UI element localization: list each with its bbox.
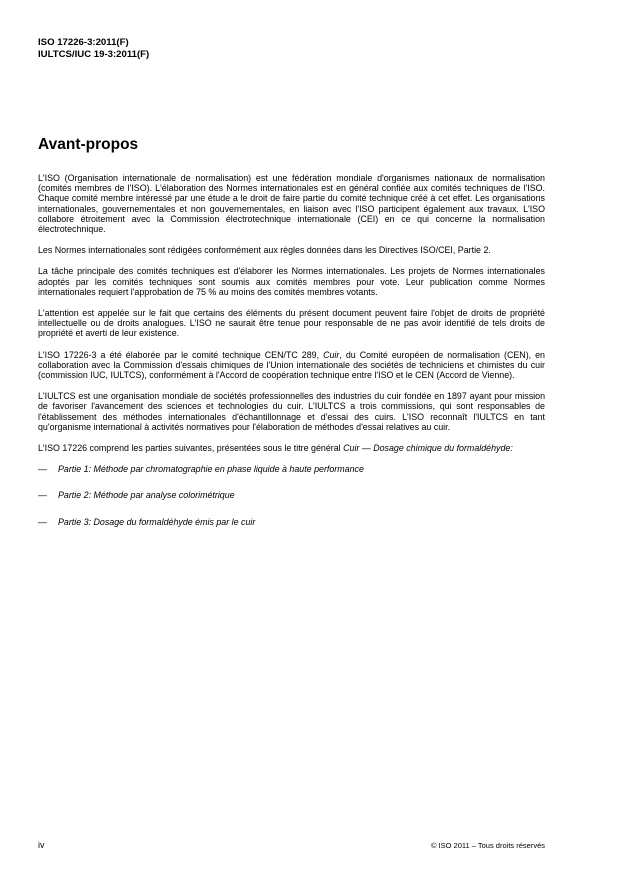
paragraph-preparation: L'ISO 17226-3 a été élaborée par le comité technique CEN/TC 289, Cuir, du Comité européen de normalisation (CEN), en collaboration avec la Commission d'essais chimiques de l'Union internationale des sociétés de techniciens et chimistes du cuir (commission IUC, IULTCS), conformément à l'Accord de coopération technique entre l'ISO et le CEN (Accord de Vienne). bbox=[38, 349, 545, 381]
parts-list bbox=[38, 464, 545, 527]
document-body bbox=[38, 173, 545, 543]
list-item: — Partie 2: Méthode par analyse colorimétrique bbox=[38, 490, 235, 501]
paragraph-patent-rights: L'attention est appelée sur le fait que certains des éléments du présent document peuvent faire l'objet de droits de propriété intellectuelle ou de droits analogues. L'ISO ne saurait être tenue pour responsable de ne pas avoir identifié de tels droits de propriété et averti de leur existence. bbox=[38, 308, 545, 339]
list-item: — Partie 3: Dosage du formaldéhyde émis par le cuir bbox=[38, 516, 256, 527]
paragraph-parts-intro: L'ISO 17226 comprend les parties suivantes, présentées sous le titre général Cuir — Dosage chimique du formaldéhyde: bbox=[38, 443, 513, 454]
paragraph-iso-organisation: L'ISO (Organisation internationale de normalisation) est une fédération mondiale d'organismes nationaux de normalisation (comités membres de l'ISO). L'élaboration des Normes internationales est en général confiée aux comités techniques de l'ISO. Chaque comité membre intéressé par une étude a le droit de faire partie du comité technique créé à cet effet. Les organisations internationales, gouvernementales et non gouvernementales, en liaison avec l'ISO participent également aux travaux. L'ISO collabore étroitement avec la Commission électrotechnique internationale (CEI) en ce qui concerne la normalisation électrotechnique. bbox=[38, 173, 545, 235]
paragraph-directives: Les Normes internationales sont rédigées conformément aux règles données dans les Directives ISO/CEI, Partie 2. bbox=[38, 245, 491, 256]
standard-number: ISO 17226-3:2011(F) bbox=[38, 37, 129, 48]
copyright-notice: © ISO 2011 – Tous droits réservés bbox=[430, 841, 545, 850]
standard-number-iultcs: IULTCS/IUC 19-3:2011(F) bbox=[38, 48, 150, 60]
document-header bbox=[38, 37, 149, 60]
paragraph-technical-committees: La tâche principale des comités techniques est d'élaborer les Normes internationales. Les projets de Normes internationales adoptés par les comités techniques sont soumis aux comités membres pour vote. Leur publication comme Normes internationales requiert l'approbation de 75 % au moins des comités membres votants. bbox=[38, 266, 545, 297]
paragraph-iultcs: L'IULTCS est une organisation mondiale de sociétés professionnelles des industries du cuir fondée en 1897 ayant pour mission de favoriser l'avancement des sciences et technologies du cuir. L'IULTCS a trois commissions, qui sont responsables de l'établissement des méthodes internationales d'échantillonnage et d'essai des cuirs. L'ISO reconnaît l'IULTCS en tant qu'organisme international à activités normatives pour l'élaboration de méthodes d'essai relatives au cuir. bbox=[38, 391, 545, 432]
page-number: iv bbox=[38, 840, 45, 850]
list-item: — Partie 1: Méthode par chromatographie en phase liquide à haute performance bbox=[38, 464, 364, 475]
page-title: Avant-propos bbox=[38, 136, 139, 153]
